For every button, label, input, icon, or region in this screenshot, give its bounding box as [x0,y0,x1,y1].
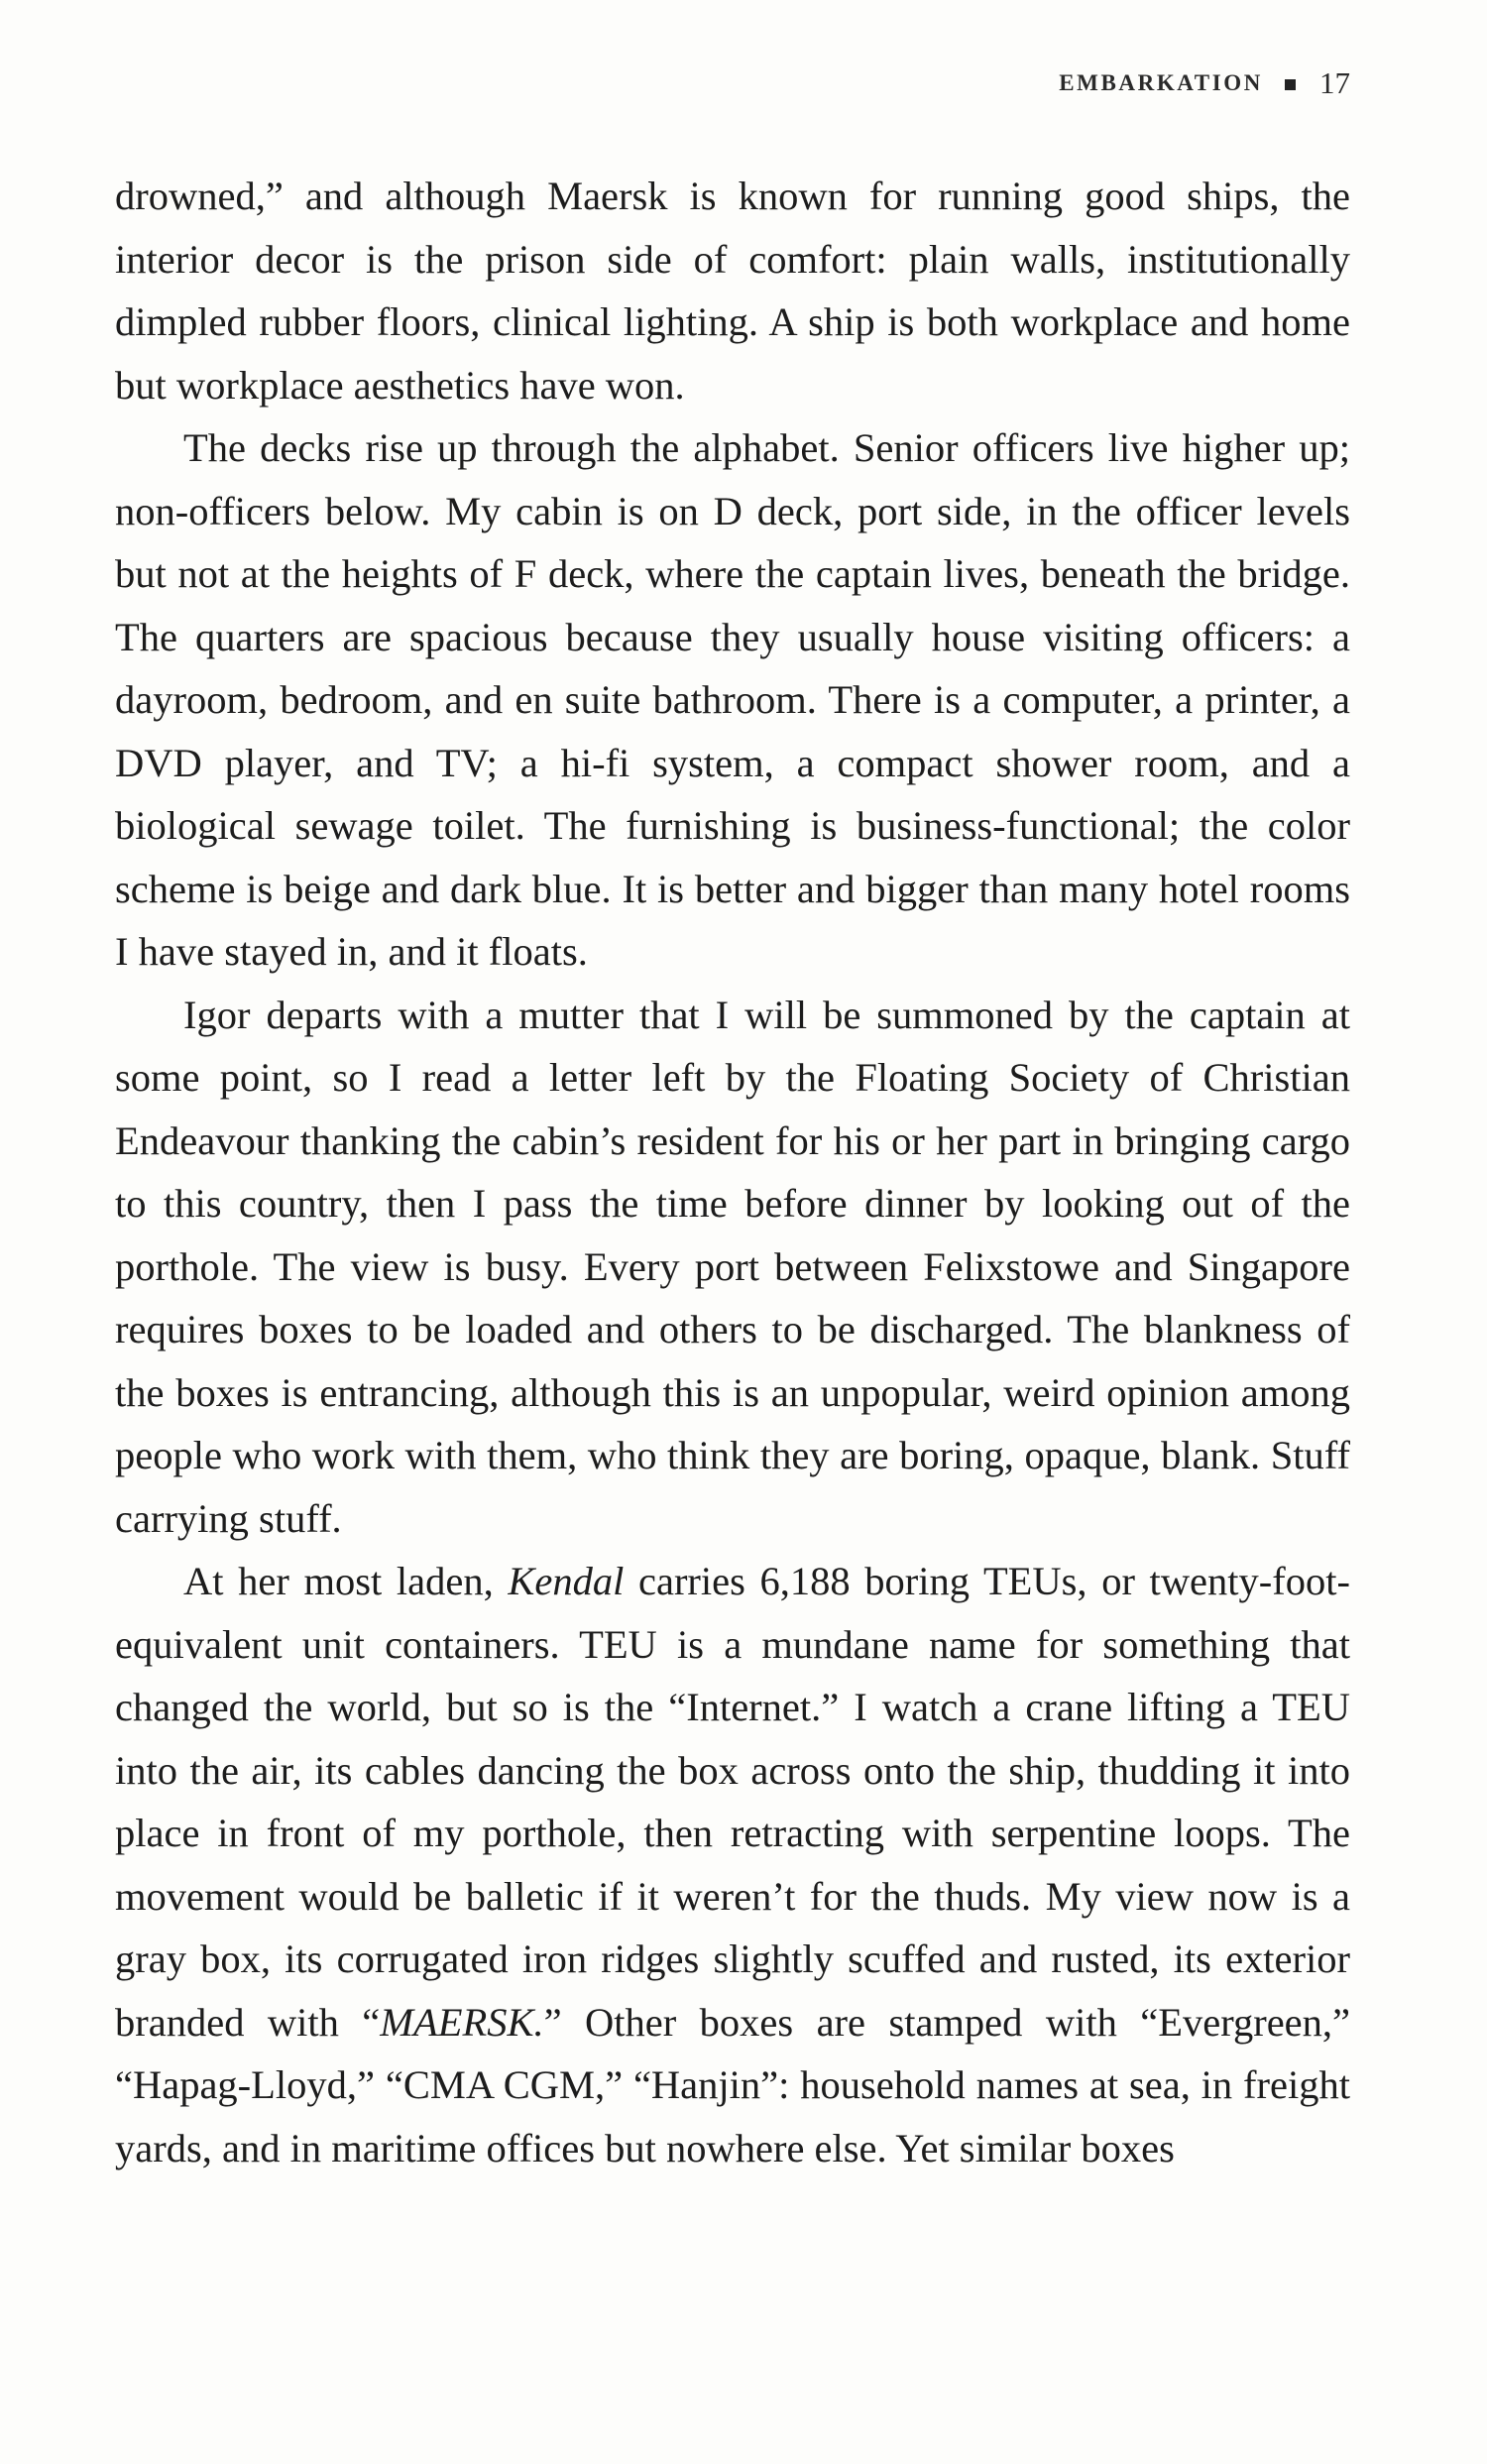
text-run: At her most laden, [183,1559,509,1603]
page-number: 17 [1319,65,1350,100]
paragraph-4 [115,1550,1350,2179]
paragraph-3 [115,984,1350,1551]
running-head [1059,65,1350,101]
brand-name-italic: MAERSK. [380,1999,544,2045]
text-run: The decks rise up through the alphabet. Senior officers live higher up; non-officers below. My cabin is on D deck, port side, in the officer levels but not at the heights of F deck, where the captain lives, beneath the bridge. The quarters are spacious because they usually house visiting officers: a dayroom, bedroom, and en suite bathroom. There is a computer, a printer, a DVD player, and TV; a hi-fi system, a compact shower room, and a biological sewage toilet. The furnishing is business-functional; the color scheme is beige and dark blue. It is better and bigger than many hotel rooms I have stayed in, and it floats. [115,425,1350,974]
paragraph-1 [115,165,1350,416]
paragraph-2 [115,416,1350,984]
text-run: Igor departs with a mutter that I will be summoned by the captain at some point, so I read a letter left by the Floating Society of Christian Endeavour thanking the cabin’s resident for his or her part in bringing cargo to this country, then I pass the time before dinner by looking out of the porthole. The view is busy. Every port between Felixstowe and Singapore requires boxes to be loaded and others to be discharged. The blankness of the boxes is entrancing, although this is an unpopular, weird opinion among people who work with them, who think they are boring, opaque, blank. Stuff carrying stuff. [115,992,1350,1541]
ship-name-italic: Kendal [508,1559,625,1603]
square-bullet-icon [1285,79,1296,90]
text-run: ” Other boxes are stamped with “Evergreen,” “Hapag-Lloyd,” “CMA CGM,” “Hanjin”: household names at sea, in freight yards, and in maritime offices but nowhere else. Yet similar boxes [115,1999,1350,2171]
text-run: drowned,” and although Maersk is known for running good ships, the interior decor is the prison side of comfort: plain walls, institutionally dimpled rubber floors, clinical lighting. A ship is both workplace and home but workplace aesthetics have won. [115,174,1350,408]
chapter-title: EMBARKATION [1059,70,1263,95]
text-run: carries 6,188 boring TEUs, or twenty-foot-equivalent unit containers. TEU is a mundane name for something that changed the world, but so is the “Internet.” I watch a crane lifting a TEU into the air, its cables dancing the box across onto the ship, thudding it into place in front of my porthole, then retracting with serpentine loops. The movement would be balletic if it weren’t for the thuds. My view now is a gray box, its corrugated iron ridges slightly scuffed and rusted, its exterior branded with “ [115,1559,1351,2045]
body-text [115,165,1350,2179]
